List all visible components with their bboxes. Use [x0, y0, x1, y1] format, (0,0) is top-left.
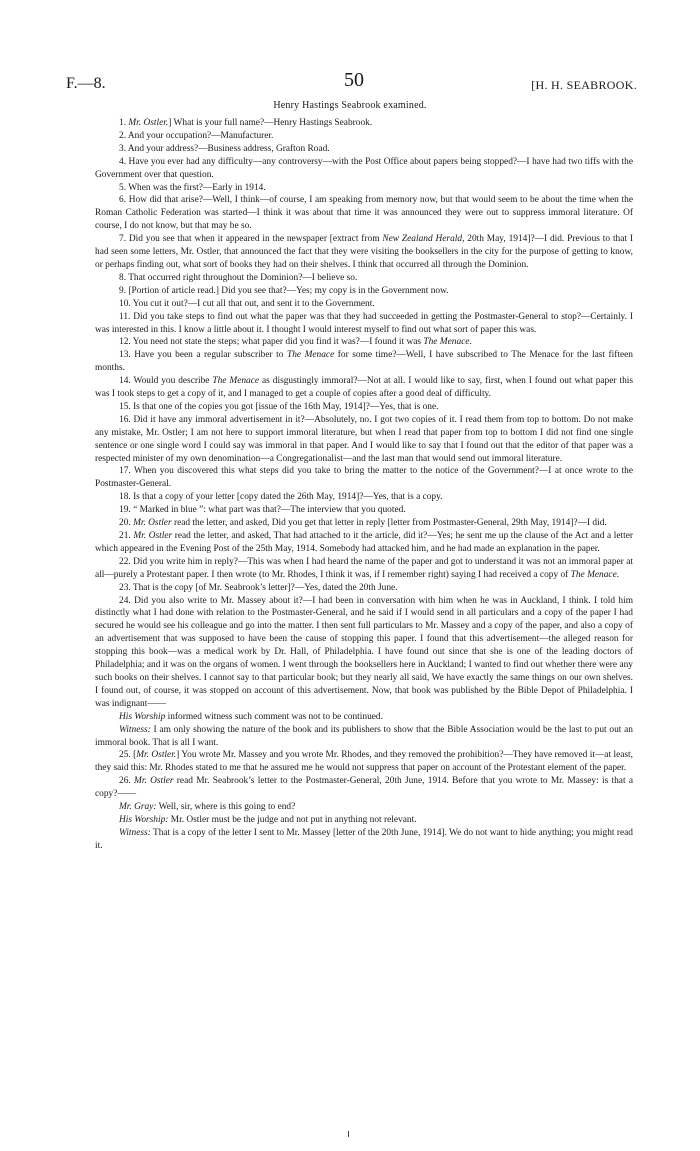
paragraph-27: 25. [Mr. Ostler.] You wrote Mr. Massey and you wrote Mr. Rhodes, and they removed the prohibition?—They have removed it—at least, they said this: Mr. Rhodes stated to me that he assured me he would not suppress that paper on account of the Protestant element of the paper.	[95, 750, 633, 774]
paragraph-16: 16. Did it have any immoral advertisement in it?—Absolutely, no. I got two copies of it. I read them from top to bottom. Do not make any mistake, Mr. Ostler; I am not here to support immoral literature, but when I read that paper from top to bottom I did not find one single sentence or one single word I could say was immoral in that paper. And I would like to say that I found out that the editor of that paper was a respected minister of my own denomination—a Congregationalist—and the last man that would send out immoral literature.	[95, 414, 633, 464]
paragraph-11: 11. Did you take steps to find out what the paper was that they had succeeded in getting the Postmaster-General to stop?—Certainly. I was interested in this. I know a little about it. I thought I would interest myself to find out what sort of paper this was.	[95, 311, 633, 335]
paragraph-22: 22. Did you write him in reply?—This was when I had heard the name of the paper and got to understand it was not an immoral paper at all—purely a Protestant paper. I then wrote (to Mr. Rhodes, I think it was, if I remember right) saying I had received a copy of The Menace.	[95, 556, 633, 580]
running-head: [H. H. SEABROOK.	[531, 78, 637, 92]
paragraph-6: 6. How did that arise?—Well, I think—of course, I am speaking from memory now, but that would seem to be about the time when the Roman Catholic Federation was started—I think it was about that time it was announced they were out to suppress immoral literature. Of course, I do not know, but that may be so.	[95, 195, 633, 232]
paragraph-28: 26. Mr. Ostler read Mr. Seabrook’s letter to the Postmaster-General, 20th June, 1914. Before that you wrote to Mr. Massey: is that a copy?——	[95, 776, 634, 800]
paragraph-14: 14. Would you describe The Menace as disgustingly immoral?—Not at all. I would like to say, first, when I found out what paper this was I took steps to get a copy of it, and I managed to get a couple of copies after a good deal of difficulty.	[95, 376, 634, 400]
paragraph-10: 10. You cut it out?—I cut all that out, and sent it to the Government.	[119, 298, 375, 309]
paragraph-29: Mr. Gray: Well, sir, where is this going to end?	[119, 802, 296, 813]
paragraph-24: 24. Did you also write to Mr. Massey about it?—I had been in conversation with him when he was in Auckland, I think. I told him distinctly what I had done with relation to the Postmaster-General, and he said if I would send in all particulars and a copy of the paper I had secured he would see his colleague and go into the matter. I then sent full particulars to Mr. Massey and a copy of the paper, and also a copy of an advertisement that was supposed to have been the cause of stopping this paper. I found that this advertisement—the alleged reason for stopping this book—was a medical work by Dr. Hall, of Philadelphia. I have found out since that she is one of the leading doctors of Philadelphia; and it was on the organs of women. I went through the booksellers here in Auckland; I wanted to find out whether there were any such books on their shelves. I cannot say to that particular book; but they nearly all said, We have exactly the same things on our own shelves. I found out, of course, it was stopped on account of this advertisement. Now, that book was published by the Bible Depot of Philadelphia. I was indignant——	[95, 595, 633, 709]
page-header	[66, 64, 637, 94]
paragraph-26: Witness: I am only showing the nature of the book and its publishers to show that the Bible Association would be the last to put out an immoral book. That is all I want.	[95, 724, 633, 748]
paragraph-4: 4. Have you ever had any difficulty—any controversy—with the Post Office about papers being stopped?—I have had two tiffs with the Government over that question.	[95, 156, 633, 180]
paragraph-31: Witness: That is a copy of the letter I sent to Mr. Massey [letter of the 20th June, 1914]. We do not want to hide anything; you might read it.	[95, 827, 633, 851]
paragraph-20: 20. Mr. Ostler read the letter, and asked, Did you get that letter in reply [letter from Postmaster-General, 29th May, 1914]?—I did.	[119, 518, 607, 529]
paragraph-7: 7. Did you see that when it appeared in the newspaper [extract from New Zealand Herald, 20th May, 1914]?—I did. Previous to that I had seen some letters, Mr. Ostler, that announced the fact that they were visiting the booksellers in the city for the purpose of getting to know, or perhaps finding out, what sort of books they had on their shelves. I think that occurred all through the Dominion.	[95, 234, 633, 270]
paragraph-9: 9. [Portion of article read.] Did you see that?—Yes; my copy is in the Government now.	[119, 285, 449, 296]
report-code: F.—8.	[66, 75, 106, 92]
paragraph-18: 18. Is that a copy of your letter [copy dated the 26th May, 1914]?—Yes, that is a copy.	[119, 492, 443, 503]
paragraph-3: 3. And your address?—Business address, Grafton Road.	[119, 143, 330, 154]
paragraph-13: 13. Have you been a regular subscriber to The Menace for some time?—Well, I have subscribed to The Menace for the last fifteen months.	[95, 350, 633, 374]
paragraph-8: 8. That occurred right throughout the Dominion?—I believe so.	[119, 272, 358, 283]
paragraph-21: 21. Mr. Ostler read the letter, and asked, That had attached to it the article, did it?—Yes; he sent me up the clause of the Act and a letter which appeared in the Evening Post of the 25th May, 1914. Somebody had attacked him, and he had made an explanation in the paper.	[95, 531, 634, 554]
page-number: 50	[344, 69, 364, 91]
section-title: Henry Hastings Seabrook examined.	[273, 100, 427, 111]
testimony-body	[95, 117, 633, 853]
paragraph-25: His Worship informed witness such comment was not to be continued.	[119, 711, 383, 722]
paragraph-15: 15. Is that one of the copies you got [issue of the 16th May, 1914]?—Yes, that is one.	[119, 401, 439, 412]
paragraph-1: 1. Mr. Ostler.] What is your full name?—Henry Hastings Seabrook.	[119, 118, 373, 128]
paragraph-17: 17. When you discovered this what steps did you take to bring the matter to the notice of the Government?—I at once wrote to the Postmaster-General.	[95, 466, 633, 490]
paragraph-23: 23. That is the copy [of Mr. Seabrook’s letter]?—Yes, dated the 20th June.	[119, 582, 398, 593]
paragraph-30: His Worship: Mr. Ostler must be the judge and not put in anything not relevant.	[119, 814, 417, 825]
paragraph-5: 5. When was the first?—Early in 1914.	[119, 182, 266, 193]
paragraph-12: 12. You need not state the steps; what paper did you find it was?—I found it was The Menace.	[119, 337, 472, 348]
paragraph-2: 2. And your occupation?—Manufacturer.	[119, 130, 274, 141]
paragraph-19: 19. “ Marked in blue ”: what part was that?—The interview that you quoted.	[119, 505, 406, 516]
print-mark	[348, 1131, 349, 1137]
